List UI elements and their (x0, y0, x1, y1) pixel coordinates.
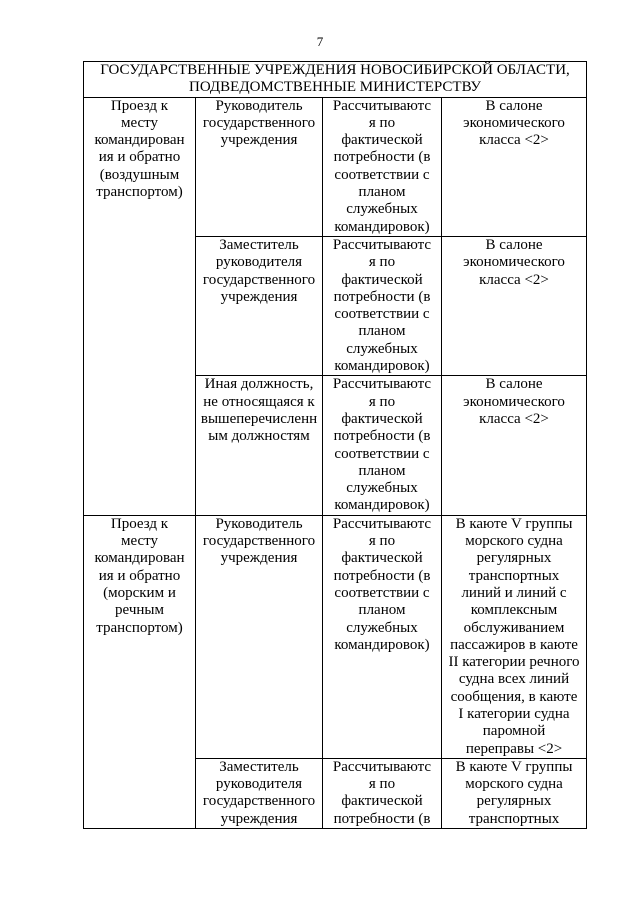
travel-type-cell: Проезд к месту командирован ия и обратно (воздушным транспортом) (84, 97, 196, 515)
norm-cell: В каюте V группы морского судна регулярных транспортных линий и линий с комплексным обслуживанием пассажиров в каюте II категории речного судна всех линий сообщения, в каюте I категории судна паромной переправы <2> (442, 515, 587, 758)
table-title: ГОСУДАРСТВЕННЫЕ УЧРЕЖДЕНИЯ НОВОСИБИРСКОЙ ОБЛАСТИ, ПОДВЕДОМСТВЕННЫЕ МИНИСТЕРСТВУ (84, 62, 587, 98)
calculation-cell: Рассчитываютс я по фактической потребности (в соответствии с планом служебных командировок) (323, 236, 442, 375)
calculation-cell: Рассчитываютс я по фактической потребности (в соответствии с планом служебных командировок) (323, 515, 442, 758)
position-cell: Заместитель руководителя государственного учреждения (196, 236, 323, 375)
position-cell: Заместитель руководителя государственного учреждения (196, 758, 323, 828)
table-row (84, 97, 587, 236)
table-row (84, 515, 587, 758)
norm-cell: В салоне экономического класса <2> (442, 376, 587, 515)
travel-type-cell: Проезд к месту командирован ия и обратно (морским и речным транспортом) (84, 515, 196, 828)
norm-cell: В салоне экономического класса <2> (442, 97, 587, 236)
norm-cell: В каюте V группы морского судна регулярных транспортных (442, 758, 587, 828)
position-cell: Руководитель государственного учреждения (196, 515, 323, 758)
norms-table (83, 61, 587, 829)
page-number: 7 (316, 34, 324, 49)
position-cell: Иная должность, не относящаяся к вышеперечисленн ым должностям (196, 376, 323, 515)
norm-cell: В салоне экономического класса <2> (442, 236, 587, 375)
calculation-cell: Рассчитываютс я по фактической потребности (в соответствии с планом служебных командировок) (323, 97, 442, 236)
calculation-cell: Рассчитываютс я по фактической потребности (в соответствии с планом служебных командировок) (323, 376, 442, 515)
calculation-cell: Рассчитываютс я по фактической потребности (в (323, 758, 442, 828)
position-cell: Руководитель государственного учреждения (196, 97, 323, 236)
table-header-row (84, 62, 587, 98)
